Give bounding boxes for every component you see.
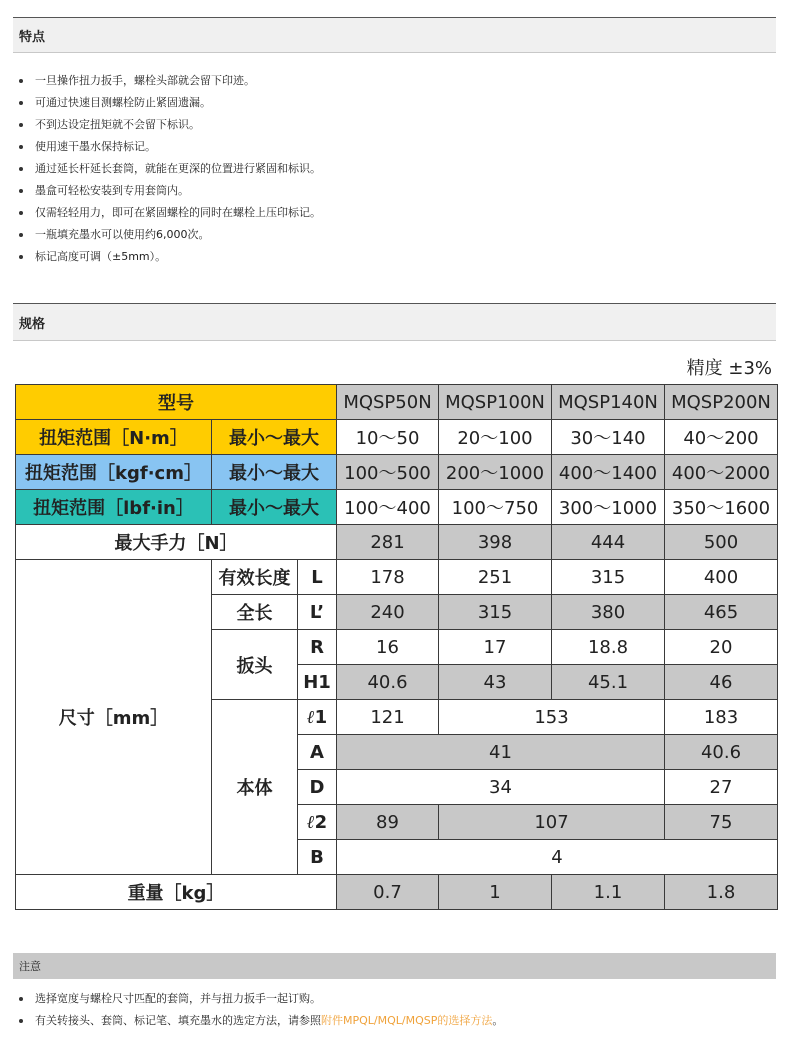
table-cell: 315: [552, 560, 665, 595]
model-cell: MQSP100N: [439, 385, 552, 420]
table-cell: 380: [552, 595, 665, 630]
table-row: [16, 560, 778, 595]
table-cell: 30～140: [552, 420, 665, 455]
table-cell: 251: [439, 560, 552, 595]
list-item: [13, 1010, 773, 1032]
effective-length-label: 有效长度: [212, 560, 298, 595]
torque-kgf-label: 扭矩范围［kgf·cm］: [16, 455, 212, 490]
table-cell: 4: [337, 840, 778, 875]
list-item: 一瓶填充墨水可以使用约6,000次。: [13, 224, 773, 246]
table-cell: 183: [665, 700, 778, 735]
table-cell: 1.8: [665, 875, 778, 910]
table-cell: 16: [337, 630, 439, 665]
script-l-glyph: ℓ: [306, 706, 315, 728]
table-cell: 20～100: [439, 420, 552, 455]
table-cell: 40.6: [337, 665, 439, 700]
list-item: 选择宽度与螺栓尺寸匹配的套筒，并与扭力扳手一起订购。: [13, 988, 773, 1010]
notes-heading: [13, 953, 776, 979]
notes-list: [13, 988, 773, 1032]
max-force-label: 最大手力［N］: [16, 525, 337, 560]
table-cell: 46: [665, 665, 778, 700]
note-text: 。: [492, 1014, 504, 1027]
table-cell: 398: [439, 525, 552, 560]
table-cell: 400: [665, 560, 778, 595]
table-cell: 43: [439, 665, 552, 700]
symbol-number: 2: [314, 811, 328, 833]
table-cell: 100～400: [337, 490, 439, 525]
torque-nm-label: 扭矩范围［N·m］: [16, 420, 212, 455]
list-item: 使用速干墨水保持标记。: [13, 136, 773, 158]
note-text: 有关转接头、套筒、标记笔、填充墨水的选定方法，请参照: [35, 1014, 321, 1027]
table-cell: 350～1600: [665, 490, 778, 525]
table-cell: 18.8: [552, 630, 665, 665]
table-cell: 178: [337, 560, 439, 595]
precision-note: 精度 ±3%: [686, 358, 772, 379]
total-length-label: 全长: [212, 595, 298, 630]
spec-title: 规格: [19, 316, 46, 332]
symbol-cell: [298, 805, 337, 840]
table-row: [16, 385, 778, 420]
weight-label: 重量［kg］: [16, 875, 337, 910]
list-item: 墨盒可轻松安装到专用套筒内。: [13, 180, 773, 202]
table-cell: 400～2000: [665, 455, 778, 490]
symbol-cell: B: [298, 840, 337, 875]
table-cell: 27: [665, 770, 778, 805]
table-cell: 300～1000: [552, 490, 665, 525]
body-label: 本体: [212, 700, 298, 875]
table-cell: 153: [439, 700, 665, 735]
spec-heading: [13, 303, 776, 341]
script-l-glyph: ℓ: [306, 811, 315, 833]
table-cell: 45.1: [552, 665, 665, 700]
list-item: 可通过快速目测螺栓防止紧固遗漏。: [13, 92, 773, 114]
dimensions-label: 尺寸［mm］: [16, 560, 212, 875]
list-item: 标记高度可调（±5mm）。: [13, 246, 773, 268]
torque-nm-sub: 最小～最大: [212, 420, 337, 455]
symbol-cell: R: [298, 630, 337, 665]
table-row: [16, 490, 778, 525]
table-row: [16, 525, 778, 560]
table-row: [16, 420, 778, 455]
table-cell: 100～500: [337, 455, 439, 490]
selection-method-link[interactable]: 附件MPQL/MQL/MQSP的选择方法: [321, 1014, 493, 1027]
table-cell: 75: [665, 805, 778, 840]
table-cell: 0.7: [337, 875, 439, 910]
features-heading: [13, 17, 776, 53]
list-item: 仅需轻轻用力，即可在紧固螺栓的同时在螺栓上压印标记。: [13, 202, 773, 224]
model-cell: MQSP50N: [337, 385, 439, 420]
symbol-cell: D: [298, 770, 337, 805]
symbol-cell: H1: [298, 665, 337, 700]
model-cell: MQSP200N: [665, 385, 778, 420]
notes-title: 注意: [19, 960, 41, 973]
torque-lbf-label: 扭矩范围［lbf·in］: [16, 490, 212, 525]
features-title: 特点: [19, 29, 46, 45]
table-cell: 107: [439, 805, 665, 840]
table-cell: 315: [439, 595, 552, 630]
symbol-cell: L: [298, 560, 337, 595]
table-cell: 1.1: [552, 875, 665, 910]
table-cell: 121: [337, 700, 439, 735]
table-cell: 34: [337, 770, 665, 805]
symbol-cell: A: [298, 735, 337, 770]
table-cell: 100～750: [439, 490, 552, 525]
head-label: 扳头: [212, 630, 298, 700]
table-cell: 10～50: [337, 420, 439, 455]
list-item: 一旦操作扭力扳手，螺栓头部就会留下印迹。: [13, 70, 773, 92]
table-cell: 240: [337, 595, 439, 630]
model-header: 型号: [16, 385, 337, 420]
symbol-cell: L’: [298, 595, 337, 630]
table-cell: 281: [337, 525, 439, 560]
table-row: [16, 455, 778, 490]
table-cell: 20: [665, 630, 778, 665]
table-cell: 17: [439, 630, 552, 665]
table-cell: 500: [665, 525, 778, 560]
list-item: 通过延长杆延长套筒，就能在更深的位置进行紧固和标识。: [13, 158, 773, 180]
table-cell: 40.6: [665, 735, 778, 770]
model-cell: MQSP140N: [552, 385, 665, 420]
table-cell: 41: [337, 735, 665, 770]
torque-lbf-sub: 最小～最大: [212, 490, 337, 525]
table-cell: 1: [439, 875, 552, 910]
table-cell: 400～1400: [552, 455, 665, 490]
spec-table: [15, 384, 778, 910]
symbol-cell: [298, 700, 337, 735]
list-item: 不到达设定扭矩就不会留下标识。: [13, 114, 773, 136]
table-cell: 465: [665, 595, 778, 630]
torque-kgf-sub: 最小～最大: [212, 455, 337, 490]
symbol-number: 1: [314, 706, 328, 728]
table-row: [16, 875, 778, 910]
features-list: [13, 70, 773, 268]
table-cell: 89: [337, 805, 439, 840]
table-cell: 200～1000: [439, 455, 552, 490]
table-cell: 444: [552, 525, 665, 560]
table-cell: 40～200: [665, 420, 778, 455]
